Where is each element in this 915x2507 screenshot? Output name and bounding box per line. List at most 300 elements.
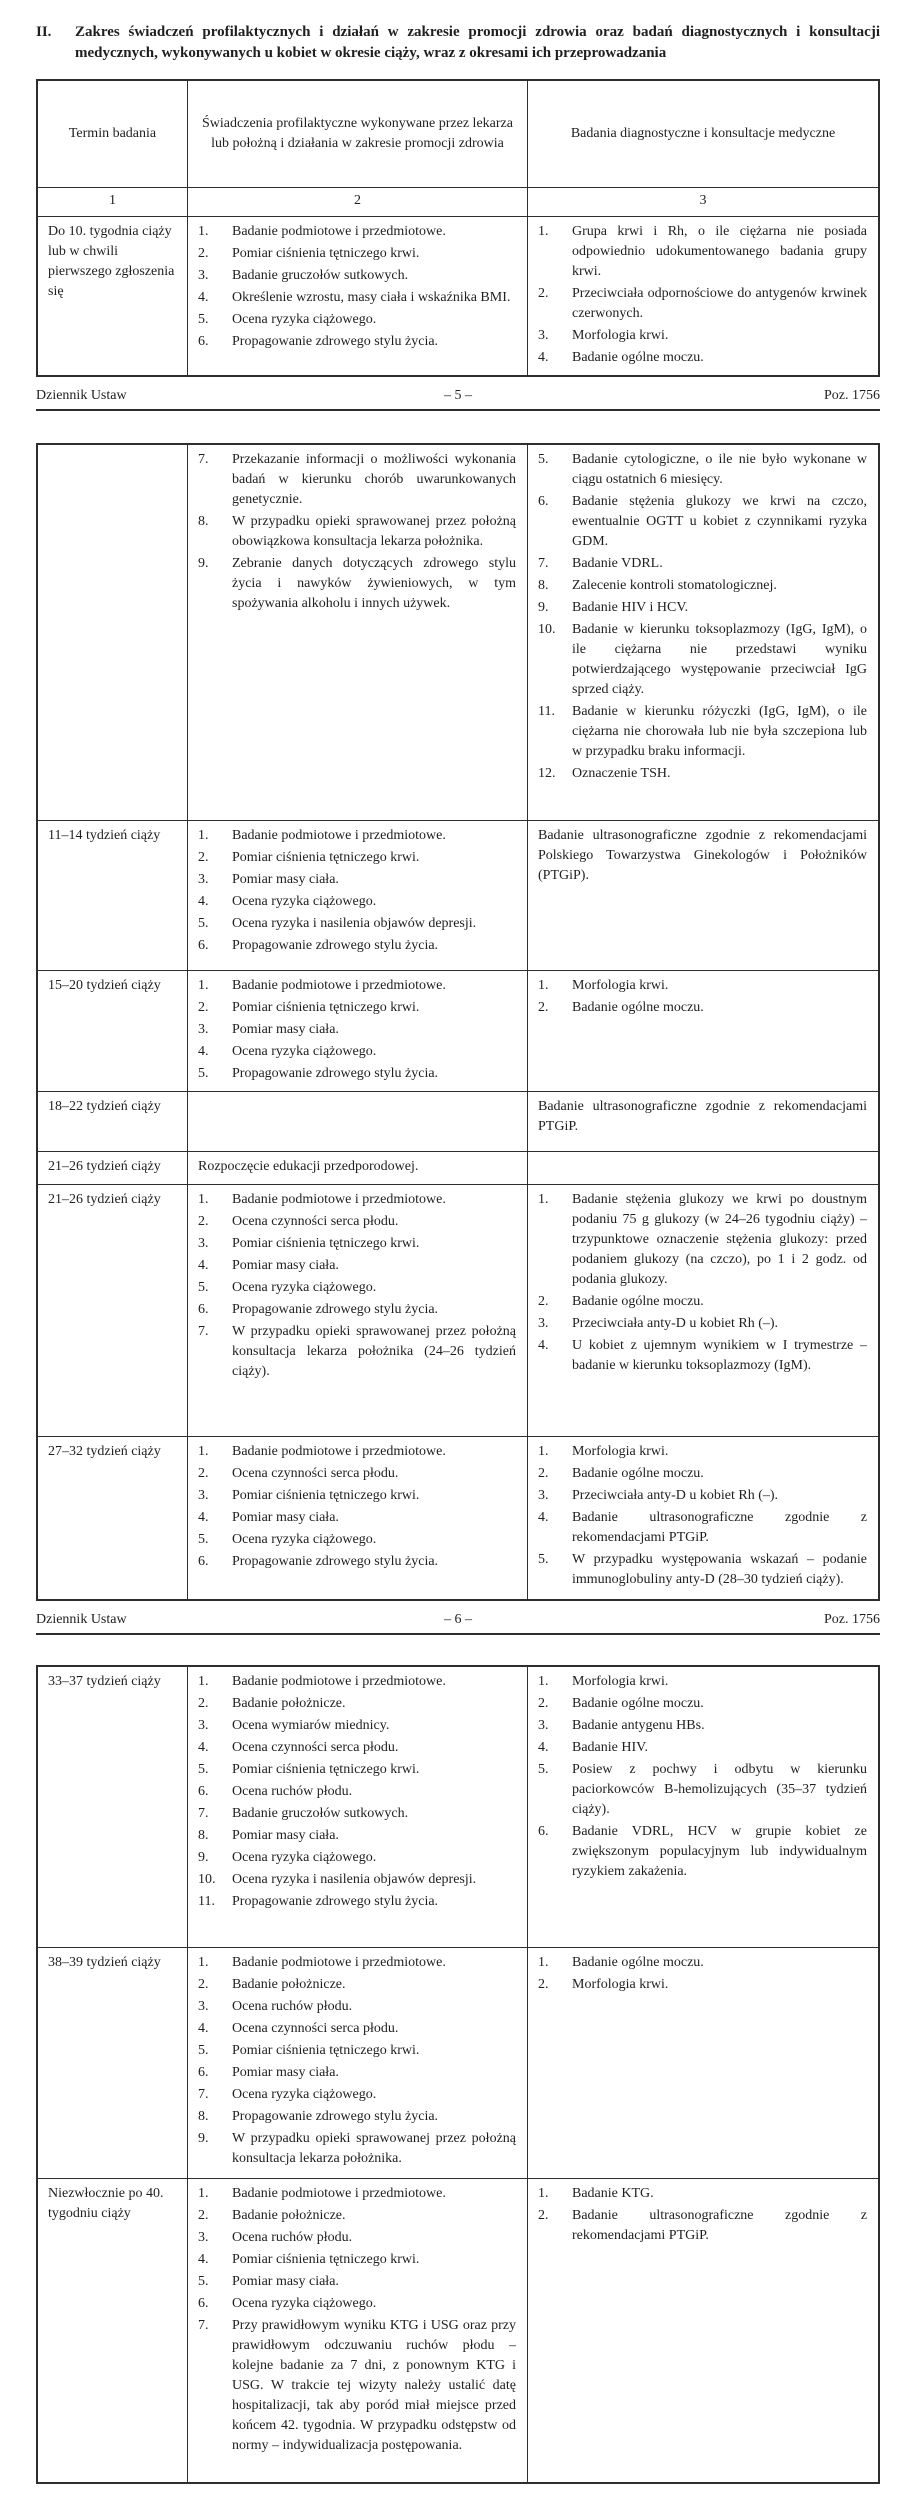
list-text: Pomiar masy ciała. bbox=[232, 872, 339, 887]
services-list-item bbox=[198, 936, 516, 956]
list-number: 1. bbox=[538, 1955, 549, 1970]
services-list-item bbox=[198, 266, 516, 286]
diagnostics-list-item bbox=[538, 1738, 867, 1758]
header-swiadczenia-profilaktyczne bbox=[187, 81, 527, 187]
list-text: Badanie w kierunku toksoplazmozy (IgG, IgM), o ile ciężarna nie przedstawi wyniku potwierdzającego występowanie przeciwciał IgG sprzed ciąży. bbox=[572, 622, 867, 697]
list-number: 5. bbox=[198, 1762, 209, 1777]
diagnostics-list-item bbox=[538, 284, 867, 324]
list-text: Ocena ryzyka ciążowego. bbox=[232, 2087, 377, 2102]
header-badania-diagnostyczne bbox=[527, 81, 878, 187]
list-text: Ocena ryzyka ciążowego. bbox=[232, 1280, 377, 1295]
footer-page-number: – 5 – bbox=[444, 388, 472, 403]
list-text: Morfologia krwi. bbox=[572, 978, 669, 993]
diagnostics-cell bbox=[527, 1437, 878, 1599]
list-text: Ocena ryzyka ciążowego. bbox=[232, 312, 377, 327]
services-cell bbox=[187, 821, 527, 970]
list-number: 5. bbox=[198, 916, 209, 931]
footer-page-number: – 6 – bbox=[444, 1612, 472, 1627]
services-list-item bbox=[198, 1256, 516, 1276]
services-cell bbox=[187, 217, 527, 375]
table-row bbox=[38, 1667, 878, 1947]
list-number: 9. bbox=[198, 556, 209, 571]
list-number: 1. bbox=[198, 1955, 209, 1970]
diagnostics-list-item bbox=[538, 1550, 867, 1590]
list-number: 1. bbox=[538, 224, 549, 239]
list-text: W przypadku opieki sprawowanej przez położną konsultacja lekarza położnika (24–26 tydzień ciąży). bbox=[232, 1324, 516, 1379]
list-text: Badanie stężenia glukozy we krwi na czczo, ewentualnie OGTT u kobiet z czynnikami ryzyka GDM. bbox=[572, 494, 867, 549]
list-text: Ocena czynności serca płodu. bbox=[232, 1466, 399, 1481]
diagnostics-list-item bbox=[538, 764, 867, 784]
diagnostics-cell bbox=[527, 445, 878, 820]
list-text: W przypadku opieki sprawowanej przez położną obowiązkowa konsultacja lekarza położnika. bbox=[232, 514, 516, 549]
list-number: 9. bbox=[198, 2131, 209, 2146]
list-text: Przy prawidłowym wyniku KTG i USG oraz przy prawidłowym odczuwaniu ruchów płodu – kolejne badanie za 7 dni, z ponownym KTG i USG. W trakcie tej wizyty należy ustalić datę hospitalizacji, tak aby poród miał miejsce przed końcem 42. tygodnia. W przypadku odstępstw od normy – indywidualizacja postępowania. bbox=[232, 2318, 516, 2453]
services-list-item bbox=[198, 1848, 516, 1868]
list-text: Pomiar masy ciała. bbox=[232, 1258, 339, 1273]
diagnostics-list-item bbox=[538, 1694, 867, 1714]
services-list-item bbox=[198, 310, 516, 330]
services-list-item bbox=[198, 870, 516, 890]
list-number: 7. bbox=[198, 452, 209, 467]
services-list-item bbox=[198, 288, 516, 308]
diagnostics-cell bbox=[527, 1092, 878, 1151]
services-list-item bbox=[198, 2316, 516, 2456]
term-cell bbox=[38, 1948, 187, 2178]
list-text: Badanie podmiotowe i przedmiotowe. bbox=[232, 1192, 446, 1207]
list-text: Badanie ogólne moczu. bbox=[572, 1294, 704, 1309]
diagnostics-list-item bbox=[538, 1442, 867, 1462]
services-cell bbox=[187, 2179, 527, 2482]
diagnostics-list-item bbox=[538, 1190, 867, 1290]
list-number: 6. bbox=[198, 334, 209, 349]
term-text: 15–20 tydzień ciąży bbox=[48, 978, 161, 993]
list-text: Ocena ryzyka i nasilenia objawów depresji. bbox=[232, 916, 477, 931]
list-number: 7. bbox=[198, 1806, 209, 1821]
services-list-item bbox=[198, 1442, 516, 1462]
list-text: Pomiar masy ciała. bbox=[232, 2274, 339, 2289]
list-text: Pomiar ciśnienia tętniczego krwi. bbox=[232, 1762, 420, 1777]
list-text: Posiew z pochwy i odbytu w kierunku paciorkowców B-hemolizujących (35–37 tydzień ciąży). bbox=[572, 1762, 867, 1817]
services-list-item bbox=[198, 848, 516, 868]
list-number: 5. bbox=[198, 312, 209, 327]
list-text: Badanie stężenia glukozy we krwi po doustnym podaniu 75 g glukozy (w 24–26 tygodniu ciąży) – trzypunktowe oznaczenie stężenia glukozy: przed podaniem glukozy (na czczo), po 1 i 2 godz. od podania glukozy. bbox=[572, 1192, 867, 1287]
list-number: 2. bbox=[538, 1977, 549, 1992]
column-number-2: 2 bbox=[187, 188, 527, 216]
services-list-item bbox=[198, 1234, 516, 1254]
list-text: W przypadku występowania wskazań – podanie immunoglobuliny anty-D (28–30 tydzień ciąży). bbox=[572, 1552, 867, 1587]
services-list-item bbox=[198, 222, 516, 242]
list-number: 2. bbox=[538, 1294, 549, 1309]
services-list-item bbox=[198, 1322, 516, 1382]
list-text: Badanie podmiotowe i przedmiotowe. bbox=[232, 2186, 446, 2201]
list-number: 7. bbox=[198, 2318, 209, 2333]
services-list-item bbox=[198, 1552, 516, 1572]
list-number: 10. bbox=[198, 1872, 216, 1887]
term-text: 21–26 tydzień ciąży bbox=[48, 1192, 161, 1207]
diagnostics-list-item bbox=[538, 1508, 867, 1548]
services-list-item bbox=[198, 1870, 516, 1890]
list-text: Ocena czynności serca płodu. bbox=[232, 1214, 399, 1229]
list-text: Badanie podmiotowe i przedmiotowe. bbox=[232, 224, 446, 239]
diagnostics-list-item bbox=[538, 1464, 867, 1484]
column-number-1: 1 bbox=[109, 193, 116, 208]
diagnostics-list-item bbox=[538, 554, 867, 574]
services-list-item bbox=[198, 2184, 516, 2204]
column-number-row bbox=[38, 187, 878, 216]
list-text: Ocena czynności serca płodu. bbox=[232, 1740, 399, 1755]
list-text: Pomiar ciśnienia tętniczego krwi. bbox=[232, 2252, 420, 2267]
list-text: Oznaczenie TSH. bbox=[572, 766, 671, 781]
table-row bbox=[38, 1184, 878, 1436]
list-number: 6. bbox=[198, 1554, 209, 1569]
services-list-item bbox=[198, 2250, 516, 2270]
term-text: Do 10. tygodnia ciąży lub w chwili pierwszego zgłoszenia się bbox=[48, 224, 175, 299]
list-number: 4. bbox=[538, 1740, 549, 1755]
list-number: 2. bbox=[538, 1000, 549, 1015]
list-text: Badanie podmiotowe i przedmiotowe. bbox=[232, 1955, 446, 1970]
list-number: 11. bbox=[198, 1894, 215, 1909]
services-list-item bbox=[198, 1042, 516, 1062]
services-cell bbox=[187, 1185, 527, 1436]
diagnostics-list-item bbox=[538, 576, 867, 596]
list-text: Pomiar masy ciała. bbox=[232, 1510, 339, 1525]
list-number: 4. bbox=[198, 1740, 209, 1755]
table-row bbox=[38, 445, 878, 820]
list-number: 2. bbox=[198, 1000, 209, 1015]
services-cell bbox=[187, 1152, 527, 1184]
list-text: W przypadku opieki sprawowanej przez położną konsultacja lekarza położnika. bbox=[232, 2131, 516, 2166]
list-number: 6. bbox=[198, 1784, 209, 1799]
list-number: 1. bbox=[198, 828, 209, 843]
services-list-item bbox=[198, 1953, 516, 1973]
list-number: 5. bbox=[538, 1552, 549, 1567]
list-number: 6. bbox=[198, 938, 209, 953]
list-number: 2. bbox=[538, 2208, 549, 2223]
table-row bbox=[38, 1091, 878, 1151]
list-text: Ocena ryzyka ciążowego. bbox=[232, 1850, 377, 1865]
list-text: Propagowanie zdrowego stylu życia. bbox=[232, 1554, 439, 1569]
services-list-item bbox=[198, 2041, 516, 2061]
list-number: 6. bbox=[538, 494, 549, 509]
list-number: 3. bbox=[198, 1236, 209, 1251]
list-text: Pomiar masy ciała. bbox=[232, 1022, 339, 1037]
list-text: Propagowanie zdrowego stylu życia. bbox=[232, 938, 439, 953]
list-text: Pomiar ciśnienia tętniczego krwi. bbox=[232, 246, 420, 261]
header-badania-label: Badania diagnostyczne i konsultacje medyczne bbox=[570, 126, 836, 141]
diagnostics-list-item bbox=[538, 2206, 867, 2246]
diagnostics-list-item bbox=[538, 326, 867, 346]
list-text: Ocena ryzyka ciążowego. bbox=[232, 2296, 377, 2311]
list-number: 1. bbox=[538, 978, 549, 993]
list-text: Ocena ryzyka ciążowego. bbox=[232, 1532, 377, 1547]
list-number: 4. bbox=[538, 1338, 549, 1353]
list-number: 11. bbox=[538, 704, 555, 719]
diagnostics-cell bbox=[527, 971, 878, 1091]
list-number: 5. bbox=[198, 1280, 209, 1295]
services-list-item bbox=[198, 998, 516, 1018]
term-cell bbox=[38, 1437, 187, 1599]
list-text: Badanie KTG. bbox=[572, 2186, 654, 2201]
list-number: 4. bbox=[198, 1044, 209, 1059]
services-list-item bbox=[198, 512, 516, 552]
services-list-item bbox=[198, 1716, 516, 1736]
list-text: U kobiet z ujemnym wynikiem w I trymestrze – badanie w kierunku toksoplazmozy (IgM). bbox=[572, 1338, 867, 1373]
list-number: 8. bbox=[198, 514, 209, 529]
list-text: Grupa krwi i Rh, o ile ciężarna nie posiada odpowiednio udokumentowanego badania grupy krwi. bbox=[572, 224, 867, 279]
list-number: 8. bbox=[198, 2109, 209, 2124]
list-number: 6. bbox=[198, 2065, 209, 2080]
services-list-item bbox=[198, 826, 516, 846]
term-cell bbox=[38, 1185, 187, 1436]
diagnostics-list-item bbox=[538, 1314, 867, 1334]
services-cell bbox=[187, 445, 527, 820]
list-text: Przeciwciała anty-D u kobiet Rh (–). bbox=[572, 1316, 779, 1331]
services-list-item bbox=[198, 554, 516, 614]
diagnostics-cell bbox=[527, 821, 878, 970]
list-text: Badanie położnicze. bbox=[232, 1696, 346, 1711]
list-text: Ocena ruchów płodu. bbox=[232, 1999, 353, 2014]
term-cell bbox=[38, 1667, 187, 1947]
table-row bbox=[38, 1151, 878, 1184]
list-text: Badanie ultrasonograficzne zgodnie z rekomendacjami PTGiP. bbox=[572, 2208, 867, 2243]
list-number: 5. bbox=[198, 2274, 209, 2289]
services-list-item bbox=[198, 892, 516, 912]
services-cell bbox=[187, 971, 527, 1091]
diagnostics-cell bbox=[527, 1948, 878, 2178]
list-text: Badanie ogólne moczu. bbox=[572, 1000, 704, 1015]
table-row bbox=[38, 820, 878, 970]
list-number: 1. bbox=[198, 978, 209, 993]
footer-rule-6 bbox=[36, 1633, 880, 1635]
footer-rule-5 bbox=[36, 409, 880, 411]
services-list-item bbox=[198, 1782, 516, 1802]
list-number: 4. bbox=[198, 1258, 209, 1273]
diagnostics-cell bbox=[527, 2179, 878, 2482]
diagnostics-list-item bbox=[538, 1336, 867, 1376]
term-cell bbox=[38, 821, 187, 970]
list-text: Pomiar masy ciała. bbox=[232, 1828, 339, 1843]
list-text: Badanie podmiotowe i przedmiotowe. bbox=[232, 828, 446, 843]
diagnostics-cell bbox=[527, 1152, 878, 1184]
list-number: 2. bbox=[198, 1466, 209, 1481]
list-text: Przekazanie informacji o możliwości wykonania badań w kierunku chorób uwarunkowanych genetycznie. bbox=[232, 452, 516, 507]
services-list-item bbox=[198, 1804, 516, 1824]
diagnostics-list-item bbox=[538, 702, 867, 762]
column-number-3: 3 bbox=[527, 188, 878, 216]
services-cell bbox=[187, 1437, 527, 1599]
list-text: Badanie ogólne moczu. bbox=[572, 350, 704, 365]
list-text: Pomiar ciśnienia tętniczego krwi. bbox=[232, 850, 420, 865]
list-text: Badanie podmiotowe i przedmiotowe. bbox=[232, 1444, 446, 1459]
list-text: Ocena wymiarów miednicy. bbox=[232, 1718, 390, 1733]
diagnostics-list-item bbox=[538, 1672, 867, 1692]
list-number: 6. bbox=[198, 2296, 209, 2311]
services-list-item bbox=[198, 2294, 516, 2314]
diagnostics-list-item bbox=[538, 2184, 867, 2204]
list-text: Badanie cytologiczne, o ile nie było wykonane w ciągu ostatnich 6 miesięcy. bbox=[572, 452, 867, 487]
services-list-item bbox=[198, 1464, 516, 1484]
diagnostics-list-item bbox=[538, 998, 867, 1018]
list-text: Badanie gruczołów sutkowych. bbox=[232, 1806, 409, 1821]
services-list-item bbox=[198, 1020, 516, 1040]
services-list-item bbox=[198, 1530, 516, 1550]
list-text: Ocena ryzyka ciążowego. bbox=[232, 894, 377, 909]
footer-position: Poz. 1756 bbox=[824, 388, 880, 403]
list-text: Przeciwciała anty-D u kobiet Rh (–). bbox=[572, 1488, 779, 1503]
services-list-item bbox=[198, 1826, 516, 1846]
list-number: 5. bbox=[198, 2043, 209, 2058]
services-list-item bbox=[198, 450, 516, 510]
list-number: 3. bbox=[538, 1718, 549, 1733]
services-list-item bbox=[198, 1738, 516, 1758]
list-number: 1. bbox=[198, 224, 209, 239]
term-text: Niezwłocznie po 40. tygodniu ciąży bbox=[48, 2186, 164, 2221]
list-text: Pomiar ciśnienia tętniczego krwi. bbox=[232, 1000, 420, 1015]
list-number: 8. bbox=[198, 1828, 209, 1843]
services-list-item bbox=[198, 1486, 516, 1506]
table-page6-upper bbox=[36, 443, 880, 1601]
table-row bbox=[38, 216, 878, 375]
list-number: 3. bbox=[198, 1022, 209, 1037]
services-list-item bbox=[198, 1190, 516, 1210]
list-text: Morfologia krwi. bbox=[572, 328, 669, 343]
list-text: Badanie VDRL, HCV w grupie kobiet ze zwiększonym populacyjnym lub indywidualnym ryzykiem zakażenia. bbox=[572, 1824, 867, 1879]
list-text: Badanie HIV. bbox=[572, 1740, 648, 1755]
list-text: Badanie położnicze. bbox=[232, 1977, 346, 1992]
list-number: 2. bbox=[198, 2208, 209, 2223]
services-list-item bbox=[198, 2272, 516, 2292]
list-text: Morfologia krwi. bbox=[572, 1977, 669, 1992]
page-footer-5 bbox=[36, 386, 880, 406]
list-number: 4. bbox=[198, 894, 209, 909]
diagnostics-list-item bbox=[538, 1292, 867, 1312]
column-header-row bbox=[38, 81, 878, 187]
list-number: 7. bbox=[538, 556, 549, 571]
header-termin-badania bbox=[38, 81, 187, 187]
diagnostics-list-item bbox=[538, 976, 867, 996]
list-number: 4. bbox=[538, 1510, 549, 1525]
diagnostics-list-item bbox=[538, 492, 867, 552]
services-list-item bbox=[198, 2107, 516, 2127]
services-list-item bbox=[198, 332, 516, 352]
list-text: Badanie podmiotowe i przedmiotowe. bbox=[232, 1674, 446, 1689]
diagnostics-list-item bbox=[538, 1486, 867, 1506]
list-text: Morfologia krwi. bbox=[572, 1674, 669, 1689]
services-list-item bbox=[198, 2063, 516, 2083]
term-text: 33–37 tydzień ciąży bbox=[48, 1674, 161, 1689]
list-text: Pomiar ciśnienia tętniczego krwi. bbox=[232, 2043, 420, 2058]
list-number: 1. bbox=[198, 1674, 209, 1689]
list-number: 3. bbox=[198, 1718, 209, 1733]
term-cell bbox=[38, 1152, 187, 1184]
list-number: 12. bbox=[538, 766, 556, 781]
list-number: 2. bbox=[538, 1696, 549, 1711]
list-text: Badanie w kierunku różyczki (IgG, IgM), o ile ciężarna nie chorowała lub nie była szczepiona lub w przypadku braku informacji. bbox=[572, 704, 867, 759]
section-title: Zakres świadczeń profilaktycznych i działań w zakresie promocji zdrowia oraz badań diagnostycznych i konsultacji medycznych, wykonywanych u kobiet w okresie ciąży, wraz z okresami ich przeprowadzania bbox=[75, 24, 880, 61]
list-number: 9. bbox=[198, 1850, 209, 1865]
list-text: Badanie gruczołów sutkowych. bbox=[232, 268, 409, 283]
diagnostics-list-item bbox=[538, 1716, 867, 1736]
list-number: 6. bbox=[198, 1302, 209, 1317]
diagnostics-text: Badanie ultrasonograficzne zgodnie z rekomendacjami Polskiego Towarzystwa Ginekologów i Położników (PTGiP). bbox=[538, 828, 867, 883]
diagnostics-cell bbox=[527, 1667, 878, 1947]
services-list-item bbox=[198, 1760, 516, 1780]
table-page5 bbox=[36, 79, 880, 377]
list-number: 4. bbox=[198, 2021, 209, 2036]
services-list-item bbox=[198, 2019, 516, 2039]
list-number: 4. bbox=[198, 290, 209, 305]
list-number: 5. bbox=[538, 1762, 549, 1777]
list-number: 2. bbox=[538, 286, 549, 301]
diagnostics-list-item bbox=[538, 1953, 867, 1973]
list-text: Ocena ryzyka ciążowego. bbox=[232, 1044, 377, 1059]
list-text: Propagowanie zdrowego stylu życia. bbox=[232, 334, 439, 349]
list-text: Badanie ultrasonograficzne zgodnie z rekomendacjami PTGiP. bbox=[572, 1510, 867, 1545]
list-text: Badanie ogólne moczu. bbox=[572, 1696, 704, 1711]
list-number: 7. bbox=[198, 2087, 209, 2102]
list-number: 1. bbox=[538, 2186, 549, 2201]
section-number: II. bbox=[36, 24, 52, 40]
list-number: 5. bbox=[198, 1066, 209, 1081]
list-text: Ocena czynności serca płodu. bbox=[232, 2021, 399, 2036]
list-text: Określenie wzrostu, masy ciała i wskaźnika BMI. bbox=[232, 290, 511, 305]
list-text: Propagowanie zdrowego stylu życia. bbox=[232, 1894, 439, 1909]
list-text: Badanie HIV i HCV. bbox=[572, 600, 689, 615]
list-text: Badanie ogólne moczu. bbox=[572, 1955, 704, 1970]
diagnostics-list-item bbox=[538, 450, 867, 490]
services-cell bbox=[187, 1667, 527, 1947]
header-swiadczenia-label: Świadczenia profilaktyczne wykonywane przez lekarza lub położną i działania w zakresie promocji zdrowia bbox=[202, 116, 513, 151]
services-list-item bbox=[198, 2206, 516, 2226]
list-number: 1. bbox=[198, 1444, 209, 1459]
services-list-item bbox=[198, 244, 516, 264]
diagnostics-list-item bbox=[538, 620, 867, 700]
list-text: Morfologia krwi. bbox=[572, 1444, 669, 1459]
diagnostics-cell bbox=[527, 1185, 878, 1436]
table-row bbox=[38, 2178, 878, 2482]
services-list-item bbox=[198, 914, 516, 934]
diagnostics-cell bbox=[527, 217, 878, 375]
list-number: 1. bbox=[538, 1674, 549, 1689]
list-text: Badanie podmiotowe i przedmiotowe. bbox=[232, 978, 446, 993]
term-cell bbox=[38, 2179, 187, 2482]
services-list-item bbox=[198, 1672, 516, 1692]
term-text: 27–32 tydzień ciąży bbox=[48, 1444, 161, 1459]
term-text: 38–39 tydzień ciąży bbox=[48, 1955, 161, 1970]
services-list-item bbox=[198, 1694, 516, 1714]
list-number: 2. bbox=[198, 1696, 209, 1711]
term-cell bbox=[38, 217, 187, 375]
list-number: 9. bbox=[538, 600, 549, 615]
list-number: 8. bbox=[538, 578, 549, 593]
services-list-item bbox=[198, 1278, 516, 1298]
diagnostics-list-item bbox=[538, 1760, 867, 1820]
list-number: 3. bbox=[538, 1316, 549, 1331]
list-text: Pomiar masy ciała. bbox=[232, 2065, 339, 2080]
term-cell bbox=[38, 445, 187, 820]
services-list-item bbox=[198, 1064, 516, 1084]
list-number: 3. bbox=[198, 2230, 209, 2245]
list-number: 5. bbox=[538, 452, 549, 467]
table-row bbox=[38, 1436, 878, 1599]
list-text: Pomiar ciśnienia tętniczego krwi. bbox=[232, 1488, 420, 1503]
list-number: 4. bbox=[538, 350, 549, 365]
services-list-item bbox=[198, 1212, 516, 1232]
list-number: 4. bbox=[198, 1510, 209, 1525]
services-list-item bbox=[198, 1892, 516, 1912]
services-list-item bbox=[198, 1975, 516, 1995]
list-number: 10. bbox=[538, 622, 556, 637]
